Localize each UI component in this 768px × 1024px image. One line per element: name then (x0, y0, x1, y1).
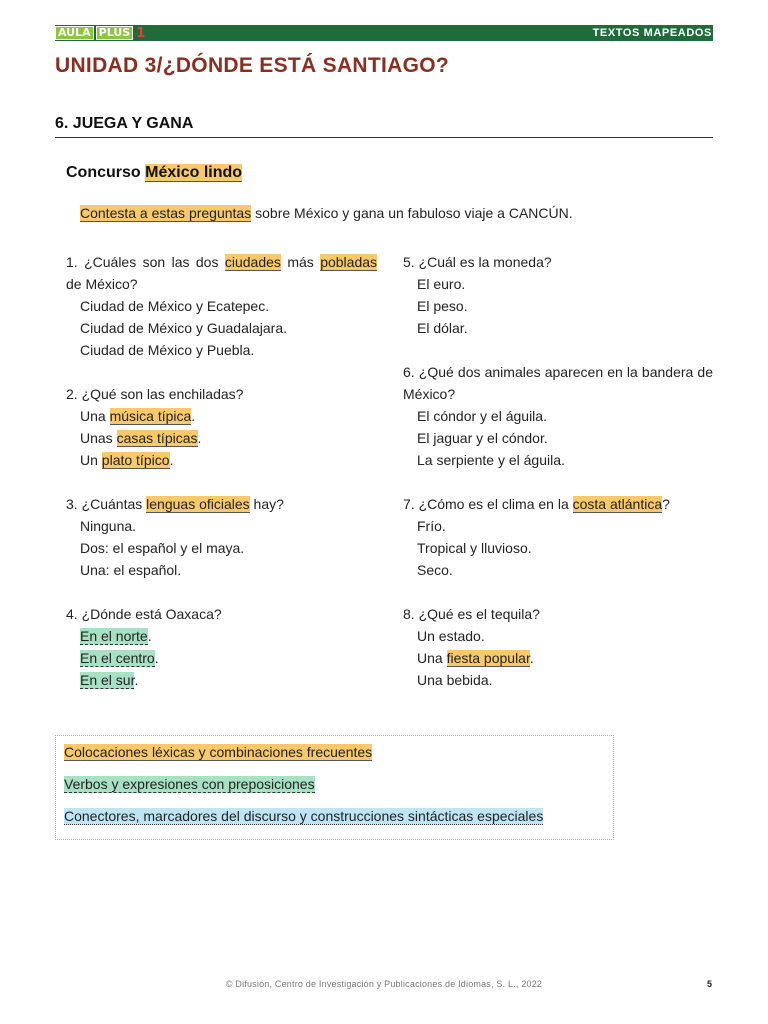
exercise-title: 6. JUEGA Y GANA (55, 115, 194, 132)
q3-option: Dos: el español y el maya. (80, 540, 245, 556)
q2-option (66, 427, 377, 449)
intro-rest: sobre México y gana un fabuloso viaje a CANCÚN. (251, 205, 573, 221)
color-legend (55, 735, 614, 840)
q8-option: Un estado. (417, 628, 485, 644)
footer-copyright: © Difusión, Centro de Investigación y Publicaciones de Idiomas, S. L., 2022 (225, 979, 543, 989)
q2-o2-text: Unas (80, 430, 117, 446)
q1-option: Ciudad de México y Ecatepec. (80, 298, 270, 314)
q4-option (66, 625, 377, 647)
q3-highlight: lenguas oficiales (146, 496, 250, 512)
question-2: 2. ¿Qué son las enchiladas? (66, 386, 244, 402)
q3-text-a: 3. ¿Cuántas (66, 496, 147, 512)
q2-o3-highlight: plato típico (101, 452, 170, 468)
q4-option (66, 669, 377, 691)
page-number: 5 (707, 979, 713, 989)
question-8: 8. ¿Qué es el tequila? (403, 606, 540, 622)
question-6: 6. ¿Qué dos animales aparecen en la bandera de México? (403, 364, 713, 402)
q2-o2-end: . (197, 430, 202, 446)
q4-o1-end: . (147, 628, 152, 644)
q1-option: Ciudad de México y Guadalajara. (80, 320, 288, 336)
title-divider (55, 137, 713, 138)
q5-option: El euro. (417, 276, 466, 292)
q3-option: Una: el español. (80, 562, 182, 578)
q1-highlight-2: pobladas (320, 254, 378, 270)
q7-text-a: 7. ¿Cómo es el clima en la (403, 496, 573, 512)
q6-option: El jaguar y el cóndor. (417, 430, 548, 446)
q5-option: El peso. (417, 298, 468, 314)
question-5: 5. ¿Cuál es la moneda? (403, 254, 552, 270)
q7-option: Tropical y lluvioso. (417, 540, 532, 556)
q8-option (403, 647, 713, 669)
q3-text-b: hay? (249, 496, 284, 512)
question-1 (66, 251, 377, 295)
q2-o2-highlight: casas típicas (116, 430, 198, 446)
q4-o2-highlight: En el centro (80, 650, 155, 666)
q8-o2-end: . (529, 650, 534, 666)
q2-o1-end: . (191, 408, 196, 424)
q6-option: La serpiente y el águila. (417, 452, 565, 468)
q7-option: Frío. (417, 518, 446, 534)
q8-option: Una bebida. (417, 672, 493, 688)
contest-title (66, 164, 242, 182)
q3-option: Ninguna. (80, 518, 137, 534)
unit-title: UNIDAD 3/¿DÓNDE ESTÁ SANTIAGO? (55, 54, 450, 77)
q1-text-b: más (280, 254, 321, 270)
q4-o3-highlight: En el sur (80, 672, 135, 688)
question-7 (403, 493, 713, 515)
legend-green: Verbos y expresiones con preposiciones (64, 776, 315, 792)
q4-o2-end: . (154, 650, 159, 666)
q2-o1-highlight: música típica (109, 408, 192, 424)
q2-option (66, 449, 377, 471)
logo-level: 1 (136, 25, 146, 41)
q7-option: Seco. (417, 562, 453, 578)
legend-orange: Colocaciones léxicas y combinaciones frecuentes (64, 744, 373, 760)
logo-aula: AULA (55, 26, 94, 40)
q1-text-c: de México? (66, 276, 138, 292)
q4-option (66, 647, 377, 669)
q1-text-a: 1. ¿Cuáles son las dos (66, 254, 225, 270)
aula-plus-logo (55, 25, 145, 41)
q1-highlight-1: ciudades (224, 254, 281, 270)
q5-option: El dólar. (417, 320, 468, 336)
q2-o1-text: Una (80, 408, 110, 424)
logo-plus: PLUS (96, 26, 134, 40)
contest-name: México lindo (145, 164, 243, 181)
q7-text-b: ? (662, 496, 670, 512)
contest-prefix: Concurso (66, 164, 146, 181)
q4-o3-end: . (134, 672, 139, 688)
intro-highlight: Contesta a estas preguntas (80, 205, 252, 221)
q2-option (66, 405, 377, 427)
legend-blue: Conectores, marcadores del discurso y construcciones sintácticas especiales (64, 808, 544, 824)
questions-left-column (66, 251, 377, 691)
questions-right-column (403, 251, 713, 691)
q2-o3-end: . (169, 452, 174, 468)
question-4: 4. ¿Dónde está Oaxaca? (66, 606, 222, 622)
q4-o1-highlight: En el norte (80, 628, 148, 644)
section-label: TEXTOS MAPEADOS (592, 27, 712, 39)
intro-text (80, 205, 573, 221)
question-3 (66, 493, 377, 515)
q8-o2-text: Una (417, 650, 447, 666)
q2-o3-text: Un (80, 452, 102, 468)
q6-option: El cóndor y el águila. (417, 408, 547, 424)
q1-option: Ciudad de México y Puebla. (80, 342, 255, 358)
q8-o2-highlight: fiesta popular (446, 650, 530, 666)
q7-highlight: costa atlántica (572, 496, 663, 512)
